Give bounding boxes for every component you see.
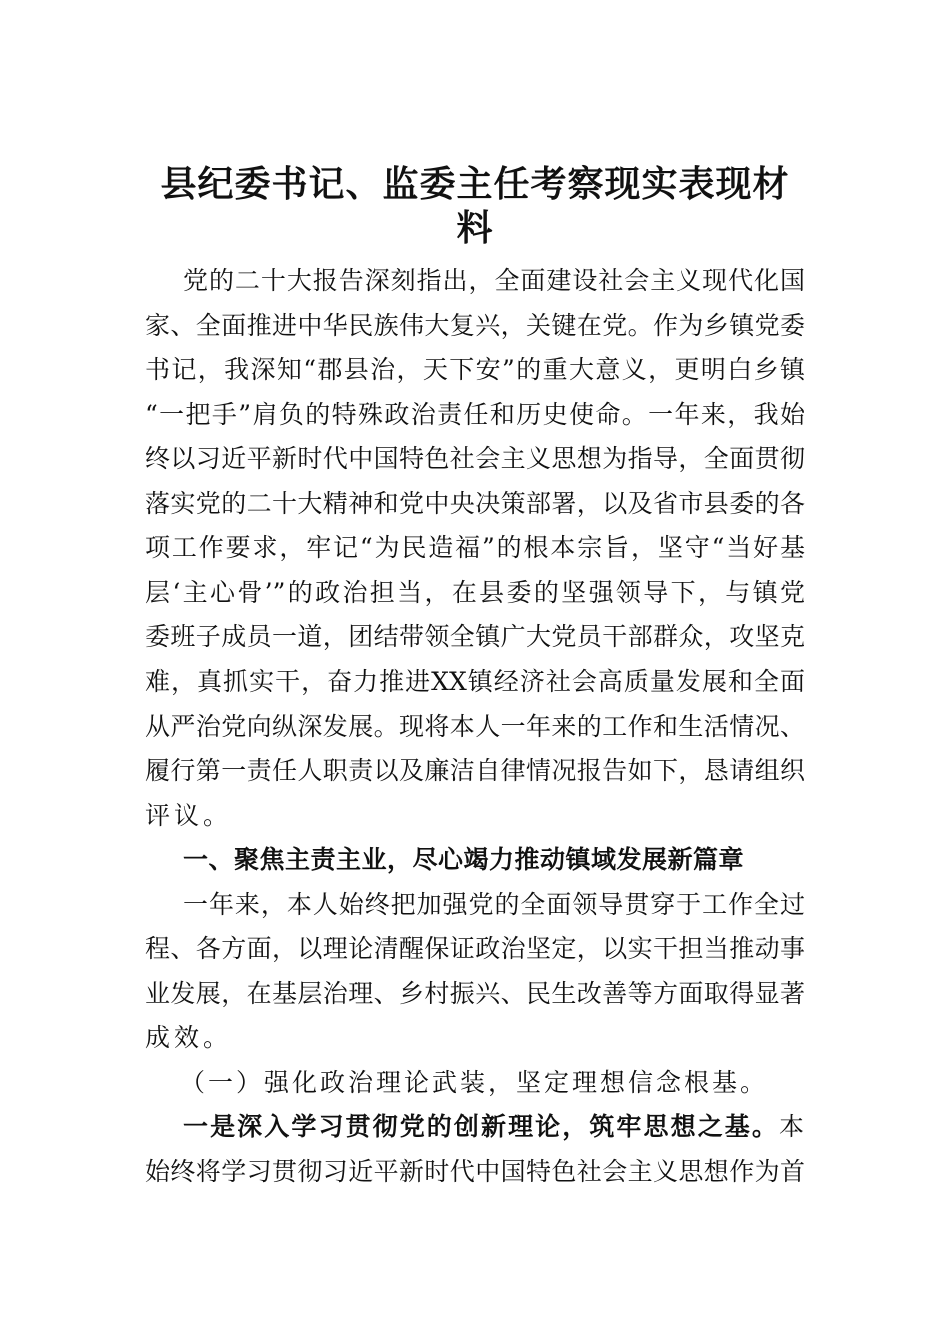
section-heading: 一、聚焦主责主业，尽心竭力推动镇域发展新篇章: [183, 845, 745, 875]
paragraph-line: 始终将学习贯彻习近平新时代中国特色社会主义思想作为首: [145, 1157, 805, 1186]
paragraph-line: 履行第一责任人职责以及廉洁自律情况报告如下，恳请组织: [145, 756, 805, 786]
paragraph-first-line: 一年来，本人始终把加强党的全面领导贯穿于工作全过: [183, 889, 805, 919]
paragraph-line: 业发展，在基层治理、乡村振兴、民生改善等方面取得显著: [145, 978, 805, 1008]
paragraph-first-line: [183, 1112, 805, 1142]
paragraph-line: 终以习近平新时代中国特色社会主义思想为指导，全面贯彻: [145, 444, 805, 474]
paragraph-line: 委班子成员一道，团结带领全镇广大党员干部群众，攻坚克: [145, 622, 805, 652]
paragraph-line: 程、各方面，以理论清醒保证政治坚定，以实干担当推动事: [145, 934, 805, 964]
bold-lead-phrase: 一是深入学习贯彻党的创新理论，筑牢思想之基。: [183, 1112, 779, 1142]
paragraph-line: 从严治党向纵深发展。现将本人一年来的工作和生活情况、: [145, 711, 805, 741]
paragraph-line: 项工作要求，牢记“为民造福”的根本宗旨，坚守“当好基: [145, 533, 805, 563]
paragraph-first-line: 党的二十大报告深刻指出，全面建设社会主义现代化国: [183, 266, 805, 295]
paragraph-last-line: 成效。: [145, 1023, 233, 1053]
paragraph-line: “一把手”肩负的特殊政治责任和历史使命。一年来，我始: [145, 399, 805, 429]
line-text: 本: [778, 1112, 805, 1142]
document-title: 县纪委书记、监委主任考察现实表现材料: [160, 163, 790, 249]
paragraph-line: 家、全面推进中华民族伟大复兴，关键在党。作为乡镇党委: [145, 310, 805, 340]
paragraph-line: 书记，我深知“郡县治，天下安”的重大意义，更明白乡镇: [145, 355, 805, 385]
subsection-heading: （一）强化政治理论武装，坚定理想信念根基。: [180, 1067, 769, 1097]
paragraph-line: 难，真抓实干，奋力推进XX镇经济社会高质量发展和全面: [145, 666, 805, 696]
paragraph-last-line: 评议。: [145, 800, 233, 830]
paragraph-line: 层‘主心骨’”的政治担当，在县委的坚强领导下，与镇党: [145, 577, 805, 607]
paragraph-line: 落实党的二十大精神和党中央决策部署，以及省市县委的各: [145, 488, 805, 518]
